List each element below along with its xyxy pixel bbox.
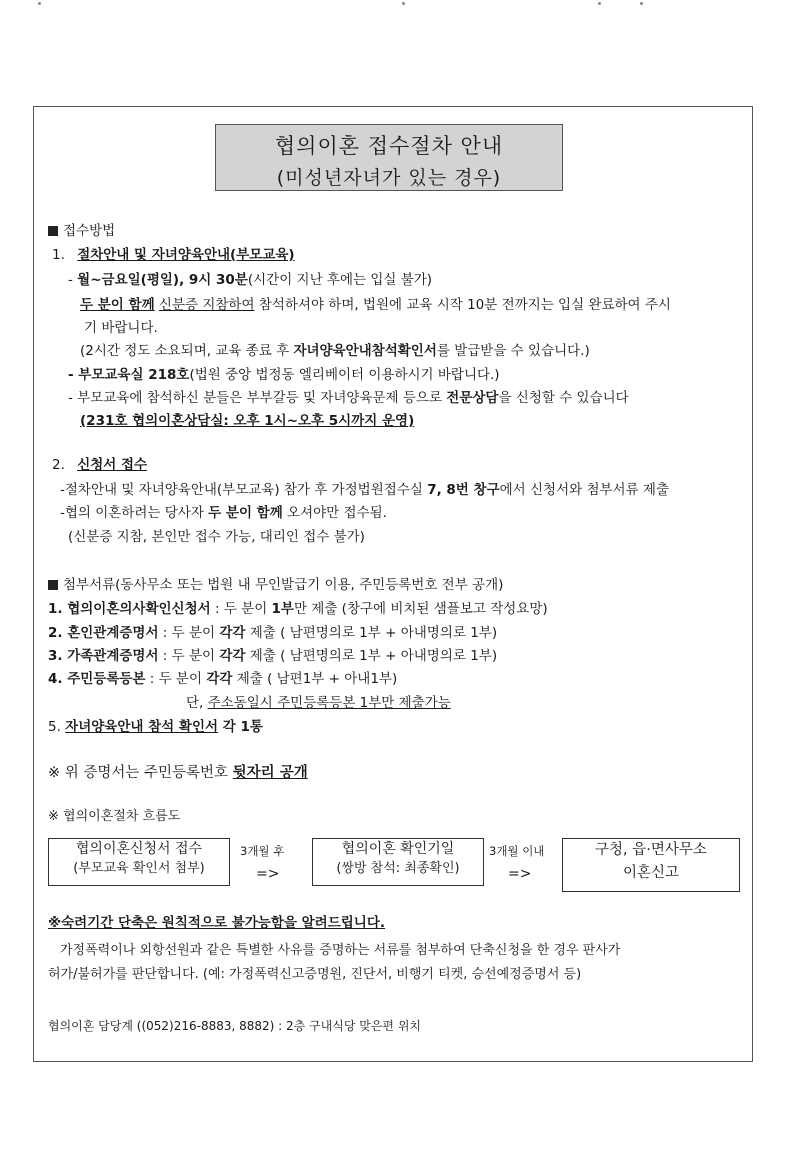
square-bullet-icon [48,226,58,236]
item1-line7-counseling: (231호 협의이혼상담실: 오후 1시~오후 5시까지 운영) [80,413,415,429]
scan-speck [598,2,601,5]
title-box [215,124,563,191]
flow-heading: ※ 협의이혼절차 흐름도 [48,809,181,824]
item2-line1: -절차안내 및 자녀양육안내(부모교육) 참가 후 가정법원접수실 7, 8번 창구에서 신청서와 첨부서류 제출 [60,482,670,498]
item2-line3: (신분증 지참, 본인만 접수 가능, 대리인 접수 불가) [68,529,365,545]
flow-arrow2-label: 3개월 이내 [489,844,545,858]
flow-step-2: 협의이혼 확인기일 (쌍방 참석: 최종확인) [312,838,484,886]
flow-step-3: 구청, 읍·면사무소 이혼신고 [562,838,740,892]
doc-item-5: 5. 자녀양육안내 참석 확인서 각 1통 [48,719,263,735]
section-heading-documents: 첨부서류(동사무소 또는 법원 내 무인발급기 이용, 주민등록번호 전부 공개) [48,576,503,594]
flow-arrow2: => [508,866,532,882]
item2-title-line: 2. 신청서 접수 [52,457,148,473]
item1-title-line: 1. 절차안내 및 자녀양육안내(부모교육) [52,247,295,263]
section-heading-reception: 접수방법 [48,222,115,240]
contact-footer: 협의이혼 담당계 ((052)216-8883, 8882) : 2층 구내식당 맞은편 위치 [48,1019,422,1033]
disclosure-note: ※ 위 증명서는 주민등록번호 뒷자리 공개 [48,765,308,781]
scan-speck [640,2,643,5]
item1-line2: 두 분이 함께 신분증 지참하여 참석하셔야 하며, 법원에 교육 시작 10분 전까지는 입실 완료하여 주시 [80,297,671,313]
item1-line3: 기 바랍니다. [84,320,158,336]
flow-arrow1-label: 3개월 후 [240,844,285,858]
item1-line6: - 부모교육에 참석하신 분들은 부부갈등 및 자녀양육문제 등으로 전문상담을 신청할 수 있습니다 [68,390,629,406]
cooling-period-heading: ※숙려기간 단축은 원칙적으로 불가능함을 알려드립니다. [48,915,385,931]
square-bullet-icon [48,580,58,590]
doc-item-4: 4. 주민등록등본 : 두 분이 각각 제출 ( 남편1부 + 아내1부) [48,671,398,687]
item1-line1: - 월~금요일(평일), 9시 30분(시간이 지난 후에는 입실 불가) [68,272,433,288]
doc-item-2: 2. 혼인관계증명서 : 두 분이 각각 제출 ( 남편명의로 1부 + 아내명의로 1부) [48,625,498,641]
flow-arrow1: => [256,866,280,882]
scan-speck [402,2,405,5]
item2-line2: -협의 이혼하려는 당사자 두 분이 함께 오셔야만 접수됨. [60,505,387,521]
cooling-period-text-1: 가정폭력이나 외항선원과 같은 특별한 사유를 증명하는 서류를 첨부하여 단축신청을 한 경우 판사가 [60,943,621,958]
page-title: 협의이혼 접수절차 안내 [274,134,504,158]
doc-item-4-note: 단, 주소동일시 주민등록등본 1부만 제출가능 [186,695,451,711]
item1-line4: (2시간 정도 소요되며, 교육 종료 후 자녀양육안내참석확인서를 발급받을 수 있습니다.) [80,343,590,359]
doc-item-1: 1. 협의이혼의사확인신청서 : 두 분이 1부만 제출 (창구에 비치된 샘플보고 작성요망) [48,601,548,617]
cooling-period-text-2: 허가/불허가를 판단합니다. (예: 가정폭력신고증명원, 진단서, 비행기 티켓, 승선예정증명서 등) [48,967,582,982]
doc-item-3: 3. 가족관계증명서 : 두 분이 각각 제출 ( 남편명의로 1부 + 아내명의로 1부) [48,648,498,664]
flow-step-1: 협의이혼신청서 접수 (부모교육 확인서 첨부) [48,838,230,886]
item2-title: 신청서 접수 [77,457,148,473]
item1-title: 절차안내 및 자녀양육안내(부모교육) [77,247,295,263]
item1-line5: - 부모교육실 218호(법원 중앙 법정동 엘리베이터 이용하시기 바랍니다.) [68,367,500,383]
scan-speck [38,2,41,5]
page-subtitle: (미성년자녀가 있는 경우) [276,167,502,189]
